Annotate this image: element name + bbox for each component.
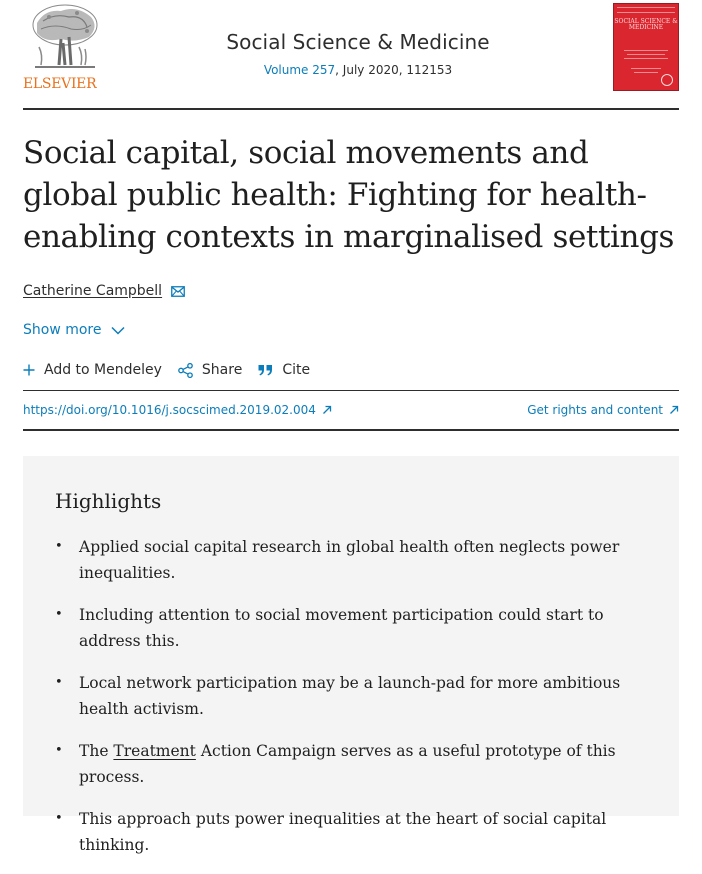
highlight-text: Action Campaign serves as a useful prototype of this process. [79,742,616,786]
highlight-text: The [79,742,114,760]
quote-icon [258,364,273,376]
issue-details: , July 2020, 112153 [335,63,453,77]
highlight-item: • Including attention to social movement participation could start to address this. [55,602,645,654]
highlights-section [23,456,679,854]
volume-link[interactable]: Volume 257 [263,63,336,77]
get-rights-link[interactable] [527,403,679,417]
envelope-icon[interactable] [171,286,185,297]
highlight-item [55,738,645,790]
share-icon [178,363,193,378]
journal-info [173,30,543,77]
journal-title-link[interactable]: Social Science & Medicine [226,30,490,54]
show-more-label: Show more [23,322,102,338]
highlights-heading: Highlights [55,489,162,513]
chevron-down-icon [111,326,125,335]
elsevier-tree-icon [25,3,101,73]
journal-header [23,0,679,110]
treatment-link[interactable]: Treatment [113,742,196,760]
doi-url: https://doi.org/10.1016/j.socscimed.2019.02.004 [23,403,316,417]
journal-cover-image[interactable] [613,3,679,91]
publisher-wordmark: ELSEVIER [23,76,97,92]
cite-button[interactable] [258,362,310,378]
article-title: Social capital, social movements and global public health: Fighting for health-enabling contexts in marginalised settings [23,135,675,255]
share-button[interactable] [178,362,242,378]
doi-link[interactable] [23,403,332,417]
cite-label: Cite [282,362,311,378]
article-page [23,0,679,854]
add-to-mendeley-label: Add to Mendeley [44,362,162,378]
article-actions [23,362,326,378]
author-row [23,281,185,301]
publisher-logo[interactable] [23,3,105,93]
highlight-item: • Local network participation may be a launch-pad for more ambitious health activism. [55,670,645,722]
plus-icon [23,364,35,376]
add-to-mendeley-button[interactable] [23,362,162,378]
get-rights-label: Get rights and content [527,403,663,417]
cover-strip [617,7,675,13]
external-link-icon [669,405,679,415]
highlight-item: • Applied social capital research in global health often neglects power inequalities. [55,534,645,586]
doi-bar [23,390,679,431]
highlights-list [55,534,645,874]
external-link-icon [322,405,332,415]
author-link[interactable]: Catherine Campbell [23,283,163,299]
share-label: Share [201,362,243,378]
show-more-button[interactable] [23,322,125,338]
issue-line [173,63,543,77]
highlight-item: • This approach puts power inequalities at the heart of social capital thinking. [55,806,645,858]
cover-title: SOCIAL SCIENCE & MEDICINE [614,18,678,31]
cover-badge-icon [661,74,673,86]
